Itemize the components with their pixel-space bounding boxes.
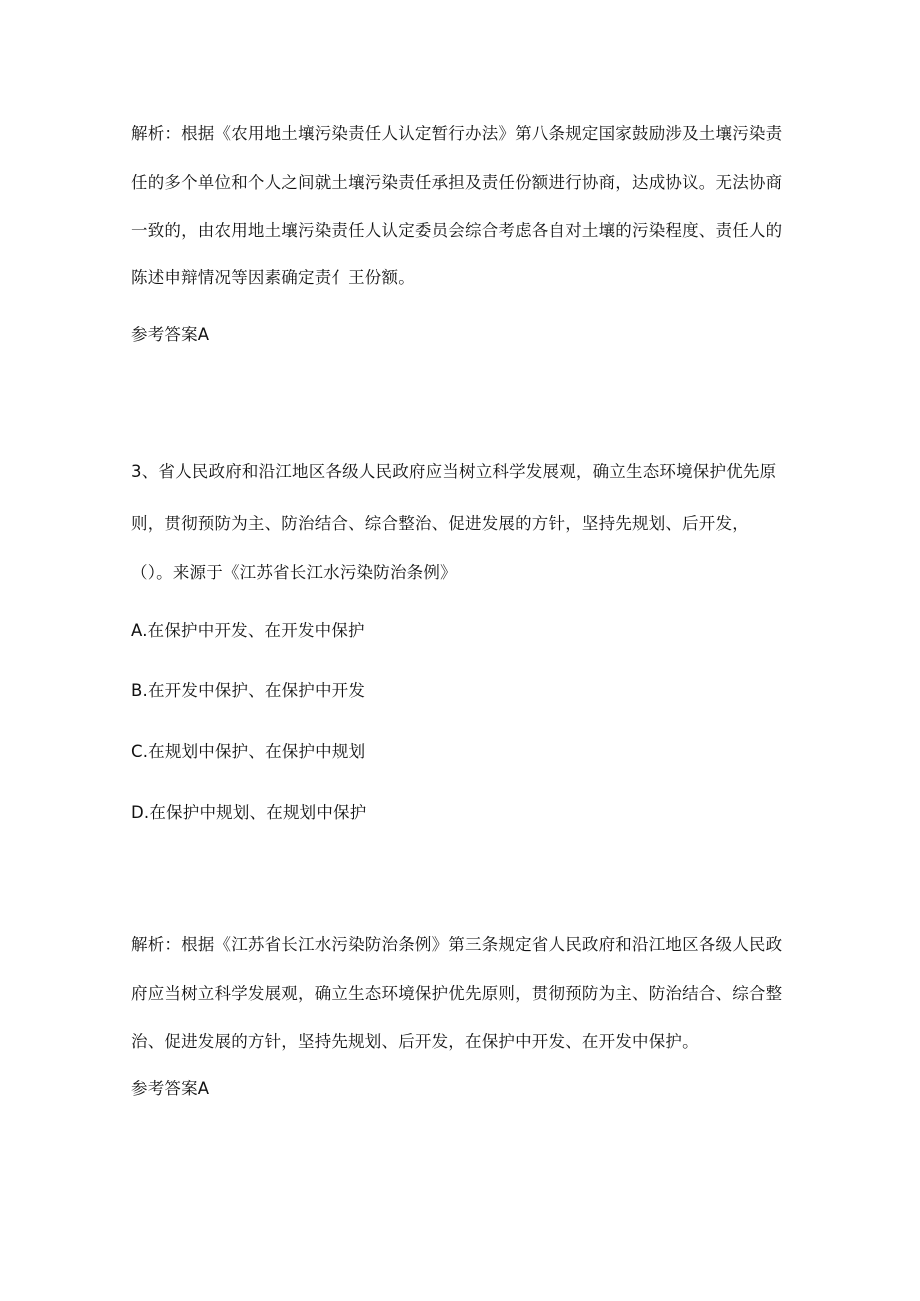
question-line: 则，贯彻预防为主、防治结合、综合整治、促进发展的方针，坚持先规划、后开发， [131,514,749,533]
analysis-line: 治、促进发展的方针，坚持先规划、后开发，在保护中开发、在开发中保护。 [131,1032,699,1051]
reference-answer: 参考答案A [131,1079,210,1098]
question-line: 3、省人民政府和沿江地区各级人民政府应当树立科学发展观，确立生态环境保护优先原 [131,462,777,481]
analysis-line: 解析：根据《农用地土壤污染责任人认定暂行办法》第八条规定国家鼓励涉及土壤污染责 [131,124,783,143]
reference-answer: 参考答案A [131,325,210,344]
option-a: A.在保护中开发、在开发中保护 [131,621,365,640]
option-b: B.在开发中保护、在保护中开发 [131,681,366,700]
analysis-line: 任的多个单位和个人之间就土壤污染责任承担及责任份额进行协商，达成协议。无法协商 [131,173,783,192]
question-line: （）。来源于《江苏省长江水污染防治条例》 [131,563,457,582]
option-c: C.在规划中保护、在保护中规划 [131,742,366,761]
analysis-line: 一致的，由农用地土壤污染责任人认定委员会综合考虑各自对土壤的污染程度、责任人的 [131,221,783,240]
option-d: D.在保护中规划、在规划中保护 [131,803,367,822]
analysis-line: 解析：根据《江苏省长江水污染防治条例》第三条规定省人民政府和沿江地区各级人民政 [131,935,783,954]
analysis-line: 府应当树立科学发展观，确立生态环境保护优先原则，贯彻预防为主、防治结合、综合整 [131,984,783,1003]
analysis-line: 陈述申辩情况等因素确定责亻王份额。 [131,268,415,287]
